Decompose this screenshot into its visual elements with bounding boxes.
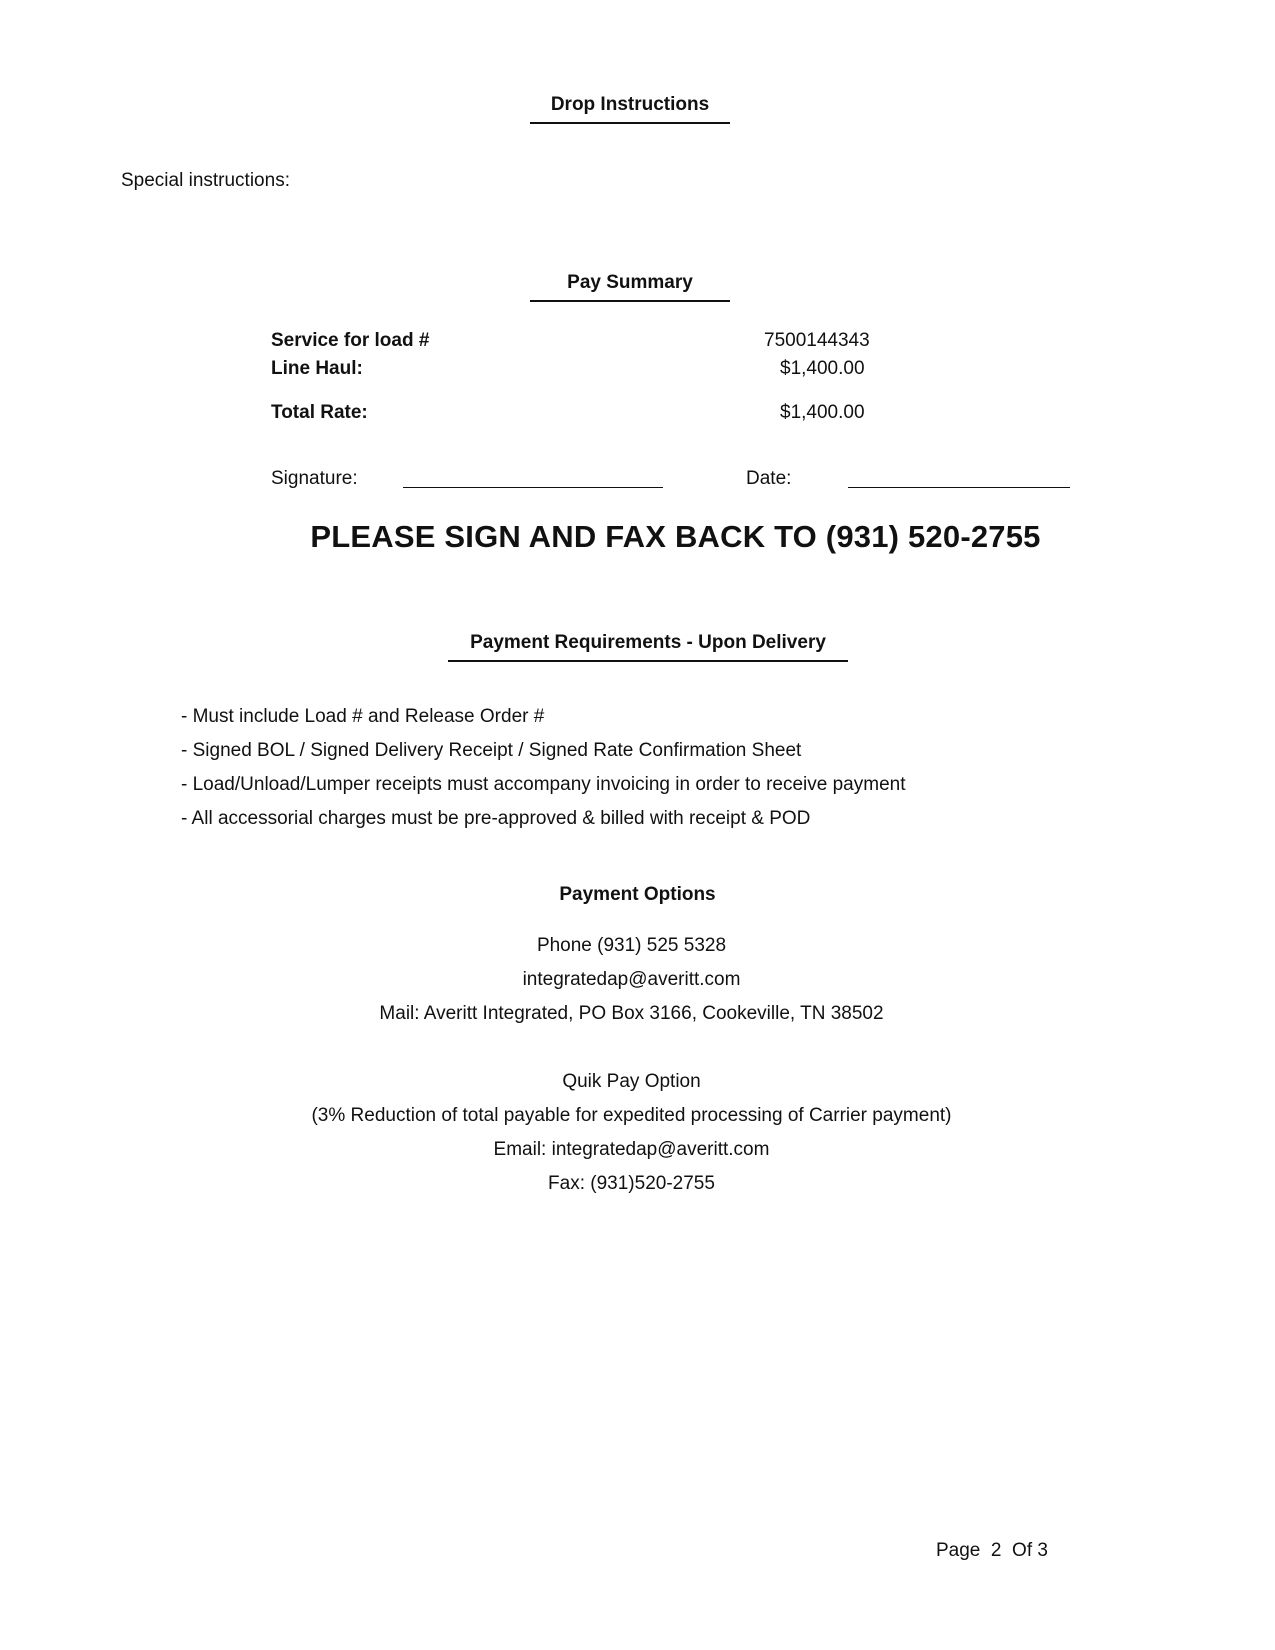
requirement-item: - Load/Unload/Lumper receipts must accompany invoicing in order to receive payment xyxy=(181,774,906,795)
fax-back-banner: PLEASE SIGN AND FAX BACK TO (931) 520-2755 xyxy=(310,519,1041,554)
quik-pay-title: Quik Pay Option xyxy=(562,1071,701,1092)
payment-phone: Phone (931) 525 5328 xyxy=(536,935,727,956)
date-label: Date: xyxy=(746,468,792,489)
requirement-item: - Must include Load # and Release Order # xyxy=(181,706,545,727)
quik-pay-email[interactable]: Email: integratedap@averitt.com xyxy=(493,1139,770,1160)
drop-instructions-heading: Drop Instructions xyxy=(550,94,710,115)
drop-instructions-underline xyxy=(530,122,730,124)
line-haul-label: Line Haul: xyxy=(271,358,363,379)
quik-pay-fax: Fax: (931)520-2755 xyxy=(548,1173,715,1194)
pay-summary-heading: Pay Summary xyxy=(567,272,693,293)
payment-requirements-list xyxy=(181,700,905,836)
total-rate-value: $1,400.00 xyxy=(780,402,865,423)
signature-line[interactable] xyxy=(403,487,663,488)
total-rate-label: Total Rate: xyxy=(271,402,368,423)
requirement-item: - All accessorial charges must be pre-approved & billed with receipt & POD xyxy=(181,808,811,829)
requirement-item: - Signed BOL / Signed Delivery Receipt / Signed Rate Confirmation Sheet xyxy=(181,740,802,761)
quik-pay-note: (3% Reduction of total payable for expedited processing of Carrier payment) xyxy=(311,1105,952,1126)
line-haul-value: $1,400.00 xyxy=(780,358,865,379)
special-instructions-label: Special instructions: xyxy=(121,170,290,191)
date-line[interactable] xyxy=(848,487,1070,488)
pay-summary-underline xyxy=(530,300,730,302)
service-load-value: 7500144343 xyxy=(764,330,870,351)
payment-requirements-heading: Payment Requirements - Upon Delivery xyxy=(470,632,826,653)
page-number: Page 2 Of 3 xyxy=(936,1540,1048,1561)
payment-requirements-underline xyxy=(448,660,848,662)
payment-mail-address: Mail: Averitt Integrated, PO Box 3166, Cookeville, TN 38502 xyxy=(379,1003,884,1024)
signature-label: Signature: xyxy=(271,468,358,489)
service-load-label: Service for load # xyxy=(271,330,430,351)
payment-options-heading: Payment Options xyxy=(559,884,716,905)
payment-email[interactable]: integratedap@averitt.com xyxy=(522,969,741,990)
